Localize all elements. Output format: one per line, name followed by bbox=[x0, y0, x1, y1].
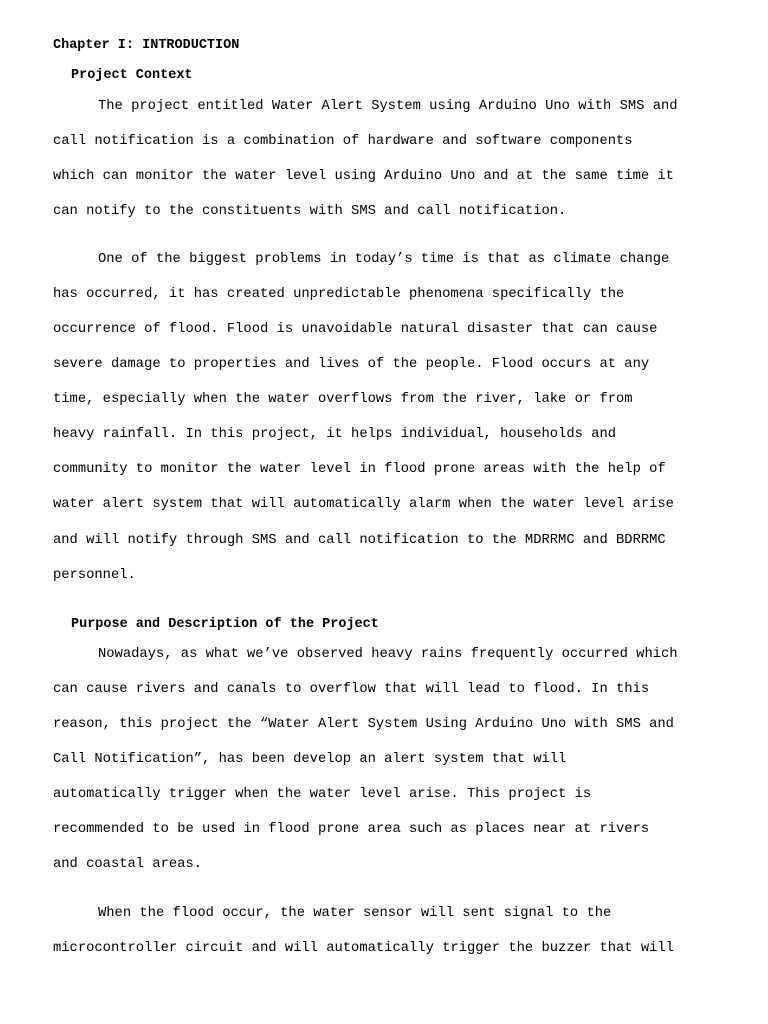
paragraph-line: occurrence of flood. Flood is unavoidable natural disaster that can cause bbox=[53, 322, 658, 337]
paragraph-line: community to monitor the water level in flood prone areas with the help of bbox=[53, 462, 666, 477]
paragraph-line: personnel. bbox=[53, 568, 136, 583]
paragraph-line: Nowadays, as what we’ve observed heavy rains frequently occurred which bbox=[98, 647, 678, 662]
paragraph-line: and will notify through SMS and call notification to the MDRRMC and BDRRMC bbox=[53, 533, 666, 548]
chapter-title: Chapter I: INTRODUCTION bbox=[53, 38, 240, 53]
section-heading-purpose: Purpose and Description of the Project bbox=[71, 617, 379, 632]
paragraph-line: heavy rainfall. In this project, it helps individual, households and bbox=[53, 427, 617, 442]
paragraph-line: which can monitor the water level using Arduino Uno and at the same time it bbox=[53, 169, 674, 184]
paragraph-line: microcontroller circuit and will automatically trigger the buzzer that will bbox=[53, 941, 674, 956]
paragraph-line: and coastal areas. bbox=[53, 857, 203, 872]
section-heading-project-context: Project Context bbox=[71, 68, 193, 83]
paragraph-line: can cause rivers and canals to overflow that will lead to flood. In this bbox=[53, 682, 650, 697]
paragraph-line: time, especially when the water overflows from the river, lake or from bbox=[53, 392, 633, 407]
paragraph-line: automatically trigger when the water level arise. This project is bbox=[53, 787, 592, 802]
paragraph-line: call notification is a combination of hardware and software components bbox=[53, 134, 633, 149]
paragraph-line: reason, this project the “Water Alert System Using Arduino Uno with SMS and bbox=[53, 717, 674, 732]
paragraph-line: One of the biggest problems in today’s time is that as climate change bbox=[98, 252, 670, 267]
paragraph-line: Call Notification”, has been develop an alert system that will bbox=[53, 752, 567, 767]
paragraph-line: The project entitled Water Alert System using Arduino Uno with SMS and bbox=[98, 99, 678, 114]
paragraph-line: recommended to be used in flood prone area such as places near at rivers bbox=[53, 822, 650, 837]
paragraph-line: has occurred, it has created unpredictable phenomena specifically the bbox=[53, 287, 625, 302]
paragraph-line: water alert system that will automatically alarm when the water level arise bbox=[53, 497, 674, 512]
paragraph-line: When the flood occur, the water sensor will sent signal to the bbox=[98, 906, 612, 921]
paragraph-line: can notify to the constituents with SMS and call notification. bbox=[53, 204, 567, 219]
paragraph-line: severe damage to properties and lives of the people. Flood occurs at any bbox=[53, 357, 650, 372]
